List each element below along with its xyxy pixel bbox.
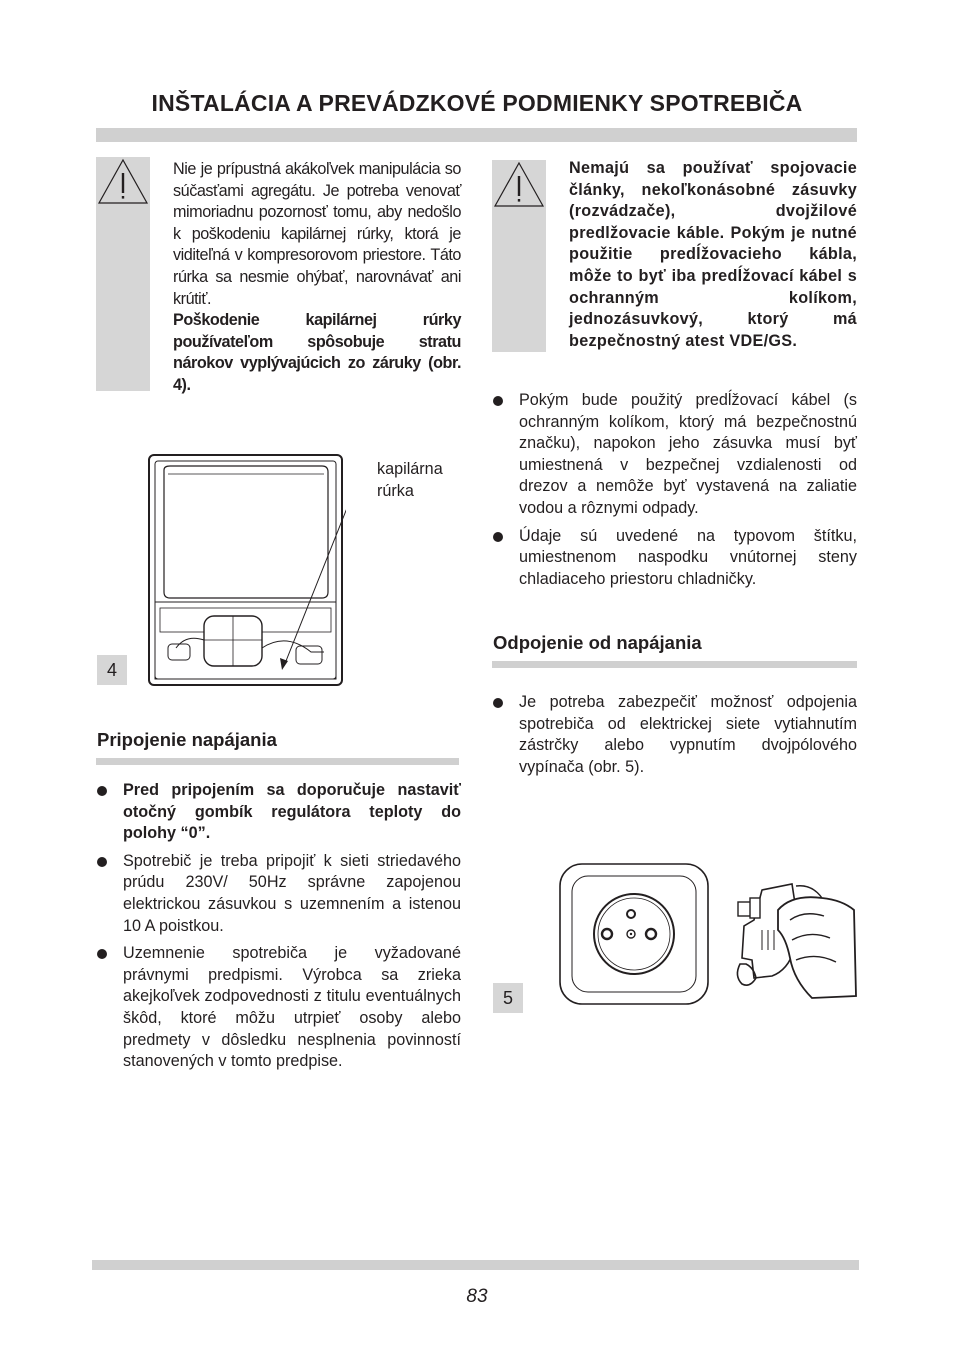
warning-text-right: Nemajú sa používať spojovacie články, nekoľkonásobné zásuvky (rozvádzače), dvojžilové predlžovacie káble. Pokým je nutné použitie predĺžovacieho kábla, môže to byť iba predĺžovací kábel s ochranným kolíkom, jednozásuvkový, ktorý má bezpečnostný atest VDE/GS. — [569, 159, 857, 350]
callout-line-2: rúrka — [377, 482, 414, 500]
warning-text-left — [173, 159, 461, 397]
bullet-icon — [493, 396, 503, 406]
warning-box-left — [96, 157, 150, 391]
warning-body-left: Nie je prípustná akákoľvek manipulácia so súčasťami agregátu. Je potreba venovať mimoriadnu pozornosť tomu, aby nedošlo k poškodeniu kapilárnej rúrky, ktorá je viditeľná v kompresorovom priestore. Táto rúrka sa nesmie ohýbať, narovnávať ani krútiť. — [173, 160, 461, 308]
warning-triangle-icon — [492, 160, 546, 210]
figure4-callout — [377, 458, 443, 502]
bullet-icon — [97, 949, 107, 959]
callout-line-1: kapilárna — [377, 460, 443, 478]
section-underline-pripojenie — [96, 758, 459, 765]
odpojenie-list — [493, 692, 857, 784]
list-item: Spotrebič je treba pripojiť k sieti striedavého prúdu 230V/ 50Hz správne zapojenou elektrickou zásuvkou s uzemnením a istenou 10 A poistkou. — [97, 851, 461, 937]
bullet-icon — [97, 857, 107, 867]
figure5-label: 5 — [493, 983, 523, 1013]
section-heading-pripojenie: Pripojenie napájania — [97, 729, 277, 750]
cable-notes-list — [493, 390, 857, 596]
bullet-icon — [493, 532, 503, 542]
list-item: Pred pripojením sa doporučuje nastaviť otočný gombík regulátora teploty do polohy “0”. — [97, 780, 461, 845]
list-item: Pokým bude použitý predĺžovací kábel (s ochranným kolíkom, ktorý má bezpečnostnú značku), napokon jeho zásuvka musí byť umiestnená v bezpečnej vzdialenosti od drezov a nemôže byť vystavená na zaliatie vodou a rôznymi odpady. — [493, 390, 857, 520]
title-underline — [96, 128, 857, 142]
hand-pulling-plug-illustration — [732, 880, 858, 1000]
list-item: Uzemnenie spotrebiča je vyžadované právnymi predpismi. Výrobca sa zrieka akejkoľvek zodpovednosti z titulu eventuálnych škôd, ktoré môžu utrpieť osoby alebo predmety v dôsledku nesplnenia povinností stanovených v tomto predpise. — [97, 943, 461, 1073]
footer-rule — [92, 1260, 859, 1270]
list-item: Údaje sú uvedené na typovom štítku, umiestnenom naspodku vnútornej steny chladiaceho priestoru chladničky. — [493, 526, 857, 591]
warning-triangle-icon — [96, 157, 150, 207]
figure4-label: 4 — [97, 655, 127, 685]
list-item: Je potreba zabezpečiť možnosť odpojenia spotrebiča od elektrickej siete vytiahnutím zástrčky alebo vypnutím dvojpólového vypínača (obr. 5). — [493, 692, 857, 778]
bullet-icon — [97, 786, 107, 796]
page-number: 83 — [466, 1286, 488, 1307]
wall-socket-illustration — [558, 862, 710, 1006]
warning-bold-left: Poškodenie kapilárnej rúrky používateľom spôsobuje stratu nárokov vyplývajúcich zo záruky (obr. 4). — [173, 311, 461, 394]
fridge-illustration — [146, 452, 346, 688]
pripojenie-list — [97, 780, 461, 1079]
page-title: INŠTALÁCIA A PREVÁDZKOVÉ PODMIENKY SPOTREBIČA — [151, 90, 803, 116]
section-heading-odpojenie: Odpojenie od napájania — [493, 632, 702, 653]
bullet-icon — [493, 698, 503, 708]
warning-box-right — [492, 160, 546, 352]
section-underline-odpojenie — [492, 661, 857, 668]
